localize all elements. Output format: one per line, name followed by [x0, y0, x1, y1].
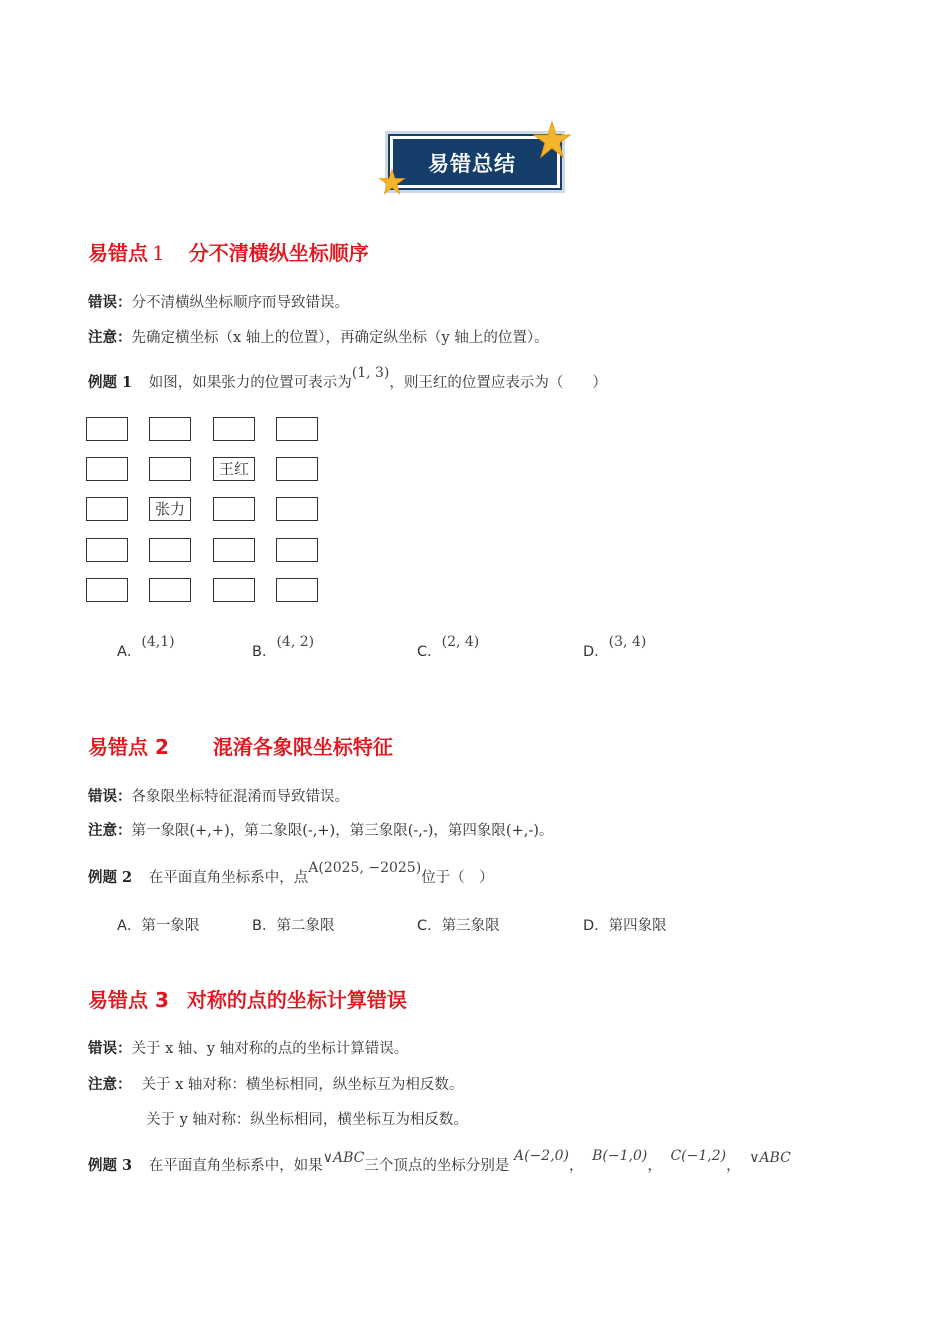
option-a[interactable]	[117, 914, 199, 935]
section-3-heading	[88, 984, 407, 1013]
grid-cell	[213, 497, 255, 521]
point-c: C(−1,2)	[670, 1148, 727, 1164]
separator: ，	[647, 1158, 662, 1174]
option-value: 第二象限	[276, 918, 335, 934]
section-3-error	[88, 1037, 408, 1058]
option-b[interactable]	[252, 914, 334, 935]
grid-cell	[276, 457, 318, 481]
section-1-note	[88, 326, 549, 347]
option-letter: D．	[583, 918, 609, 934]
option-letter: B．	[252, 644, 277, 660]
note-text: 关于 x 轴对称：横坐标相同，纵坐标互为相反数。	[141, 1077, 464, 1093]
grid-cell	[149, 417, 191, 441]
section-1-error	[88, 291, 349, 312]
error-text: 关于 x 轴、y 轴对称的点的坐标计算错误。	[131, 1041, 409, 1057]
note-text: 先确定横坐标（x 轴上的位置），再确定纵坐标（y 轴上的位置）。	[131, 330, 549, 346]
example-3	[88, 1148, 791, 1175]
heading-text: 对称的点的坐标计算错误	[186, 988, 407, 1012]
example-2	[88, 860, 494, 887]
section-3-note	[88, 1073, 463, 1094]
grid-cell	[213, 578, 255, 602]
grid-cell	[213, 417, 255, 441]
example-text: 三个顶点的坐标分别是	[364, 1158, 510, 1174]
separator: ，	[726, 1158, 741, 1174]
option-letter: D．	[583, 644, 609, 660]
section-2-note	[88, 819, 553, 840]
option-value: (4,1)	[141, 634, 175, 650]
option-c[interactable]	[417, 634, 480, 661]
error-text: 各象限坐标特征混淆而导致错误。	[131, 789, 349, 805]
grid-cell	[276, 538, 318, 562]
example-1	[88, 365, 607, 392]
option-value: (3, 4)	[608, 634, 647, 650]
option-d[interactable]	[583, 914, 667, 935]
option-c[interactable]	[417, 914, 500, 935]
example-math: ∨ABC	[749, 1150, 791, 1166]
option-d[interactable]	[583, 634, 647, 661]
example-text: ，则王红的位置应表示为（ ）	[389, 375, 607, 391]
grid-cell-zhangli: 张力	[149, 497, 191, 521]
grid-cell	[276, 578, 318, 602]
example-label: 例题 1	[88, 374, 133, 391]
option-letter: A．	[117, 644, 142, 660]
grid-cell	[86, 457, 128, 481]
error-text: 分不清横纵坐标顺序而导致错误。	[131, 295, 349, 311]
note-label: 注意：	[88, 330, 132, 346]
heading-number: 1	[152, 241, 165, 265]
heading-text: 分不清横纵坐标顺序	[188, 241, 369, 265]
star-icon	[378, 168, 406, 196]
example-text: 在平面直角坐标系中，点	[148, 870, 309, 886]
grid-cell	[276, 417, 318, 441]
note-label: 注意：	[88, 823, 132, 839]
seating-grid	[86, 417, 326, 607]
point-b: B(−1,0)	[592, 1148, 648, 1164]
section-3-note-2	[146, 1108, 468, 1129]
option-value: 第三象限	[441, 918, 500, 934]
grid-cell	[149, 538, 191, 562]
option-value: 第四象限	[608, 918, 667, 934]
option-b[interactable]	[252, 634, 315, 661]
option-letter: C．	[417, 644, 442, 660]
example-math: A(2025, −2025)	[308, 860, 422, 876]
section-1-heading	[88, 237, 369, 266]
grid-cell	[86, 497, 128, 521]
option-a[interactable]	[117, 634, 175, 661]
section-banner	[384, 128, 560, 190]
grid-cell	[86, 538, 128, 562]
grid-cell	[149, 578, 191, 602]
option-letter: C．	[417, 918, 442, 934]
error-label: 错误：	[88, 1041, 132, 1057]
grid-cell	[149, 457, 191, 481]
star-icon	[532, 120, 572, 160]
option-value: 第一象限	[141, 918, 200, 934]
point-a: A(−2,0)	[513, 1148, 570, 1164]
grid-cell	[86, 578, 128, 602]
error-label: 错误：	[88, 295, 132, 311]
grid-cell	[213, 538, 255, 562]
heading-prefix: 易错点 3	[88, 988, 169, 1012]
option-value: (4, 2)	[276, 634, 315, 650]
section-2-heading	[88, 731, 393, 760]
option-value: (2, 4)	[441, 634, 480, 650]
error-label: 错误：	[88, 789, 132, 805]
grid-cell-wanghong: 王红	[213, 457, 255, 481]
example-math: (1, 3)	[351, 365, 390, 381]
heading-prefix: 易错点 2	[88, 735, 169, 759]
example-text: 位于（ ）	[421, 870, 494, 886]
option-letter: A．	[117, 918, 142, 934]
heading-text: 混淆各象限坐标特征	[212, 735, 393, 759]
grid-cell	[86, 417, 128, 441]
example-text: 在平面直角坐标系中，如果	[148, 1158, 323, 1174]
note-text: 第一象限(+,+)，第二象限(-,+)，第三象限(-,-)，第四象限(+,-)。	[131, 823, 554, 839]
example-math: ∨ABC	[322, 1150, 365, 1166]
section-2-error	[88, 785, 349, 806]
separator: ，	[569, 1158, 584, 1174]
note-text: 关于 y 轴对称：纵坐标相同，横坐标互为相反数。	[146, 1112, 468, 1128]
banner-title: 易错总结	[428, 152, 516, 176]
example-label: 例题 2	[88, 869, 133, 886]
option-letter: B．	[252, 918, 277, 934]
note-label: 注意：	[88, 1077, 132, 1093]
heading-prefix: 易错点	[88, 241, 148, 265]
example-text: 如图，如果张力的位置可表示为	[148, 375, 352, 391]
grid-cell	[276, 497, 318, 521]
example-label: 例题 3	[88, 1157, 133, 1174]
